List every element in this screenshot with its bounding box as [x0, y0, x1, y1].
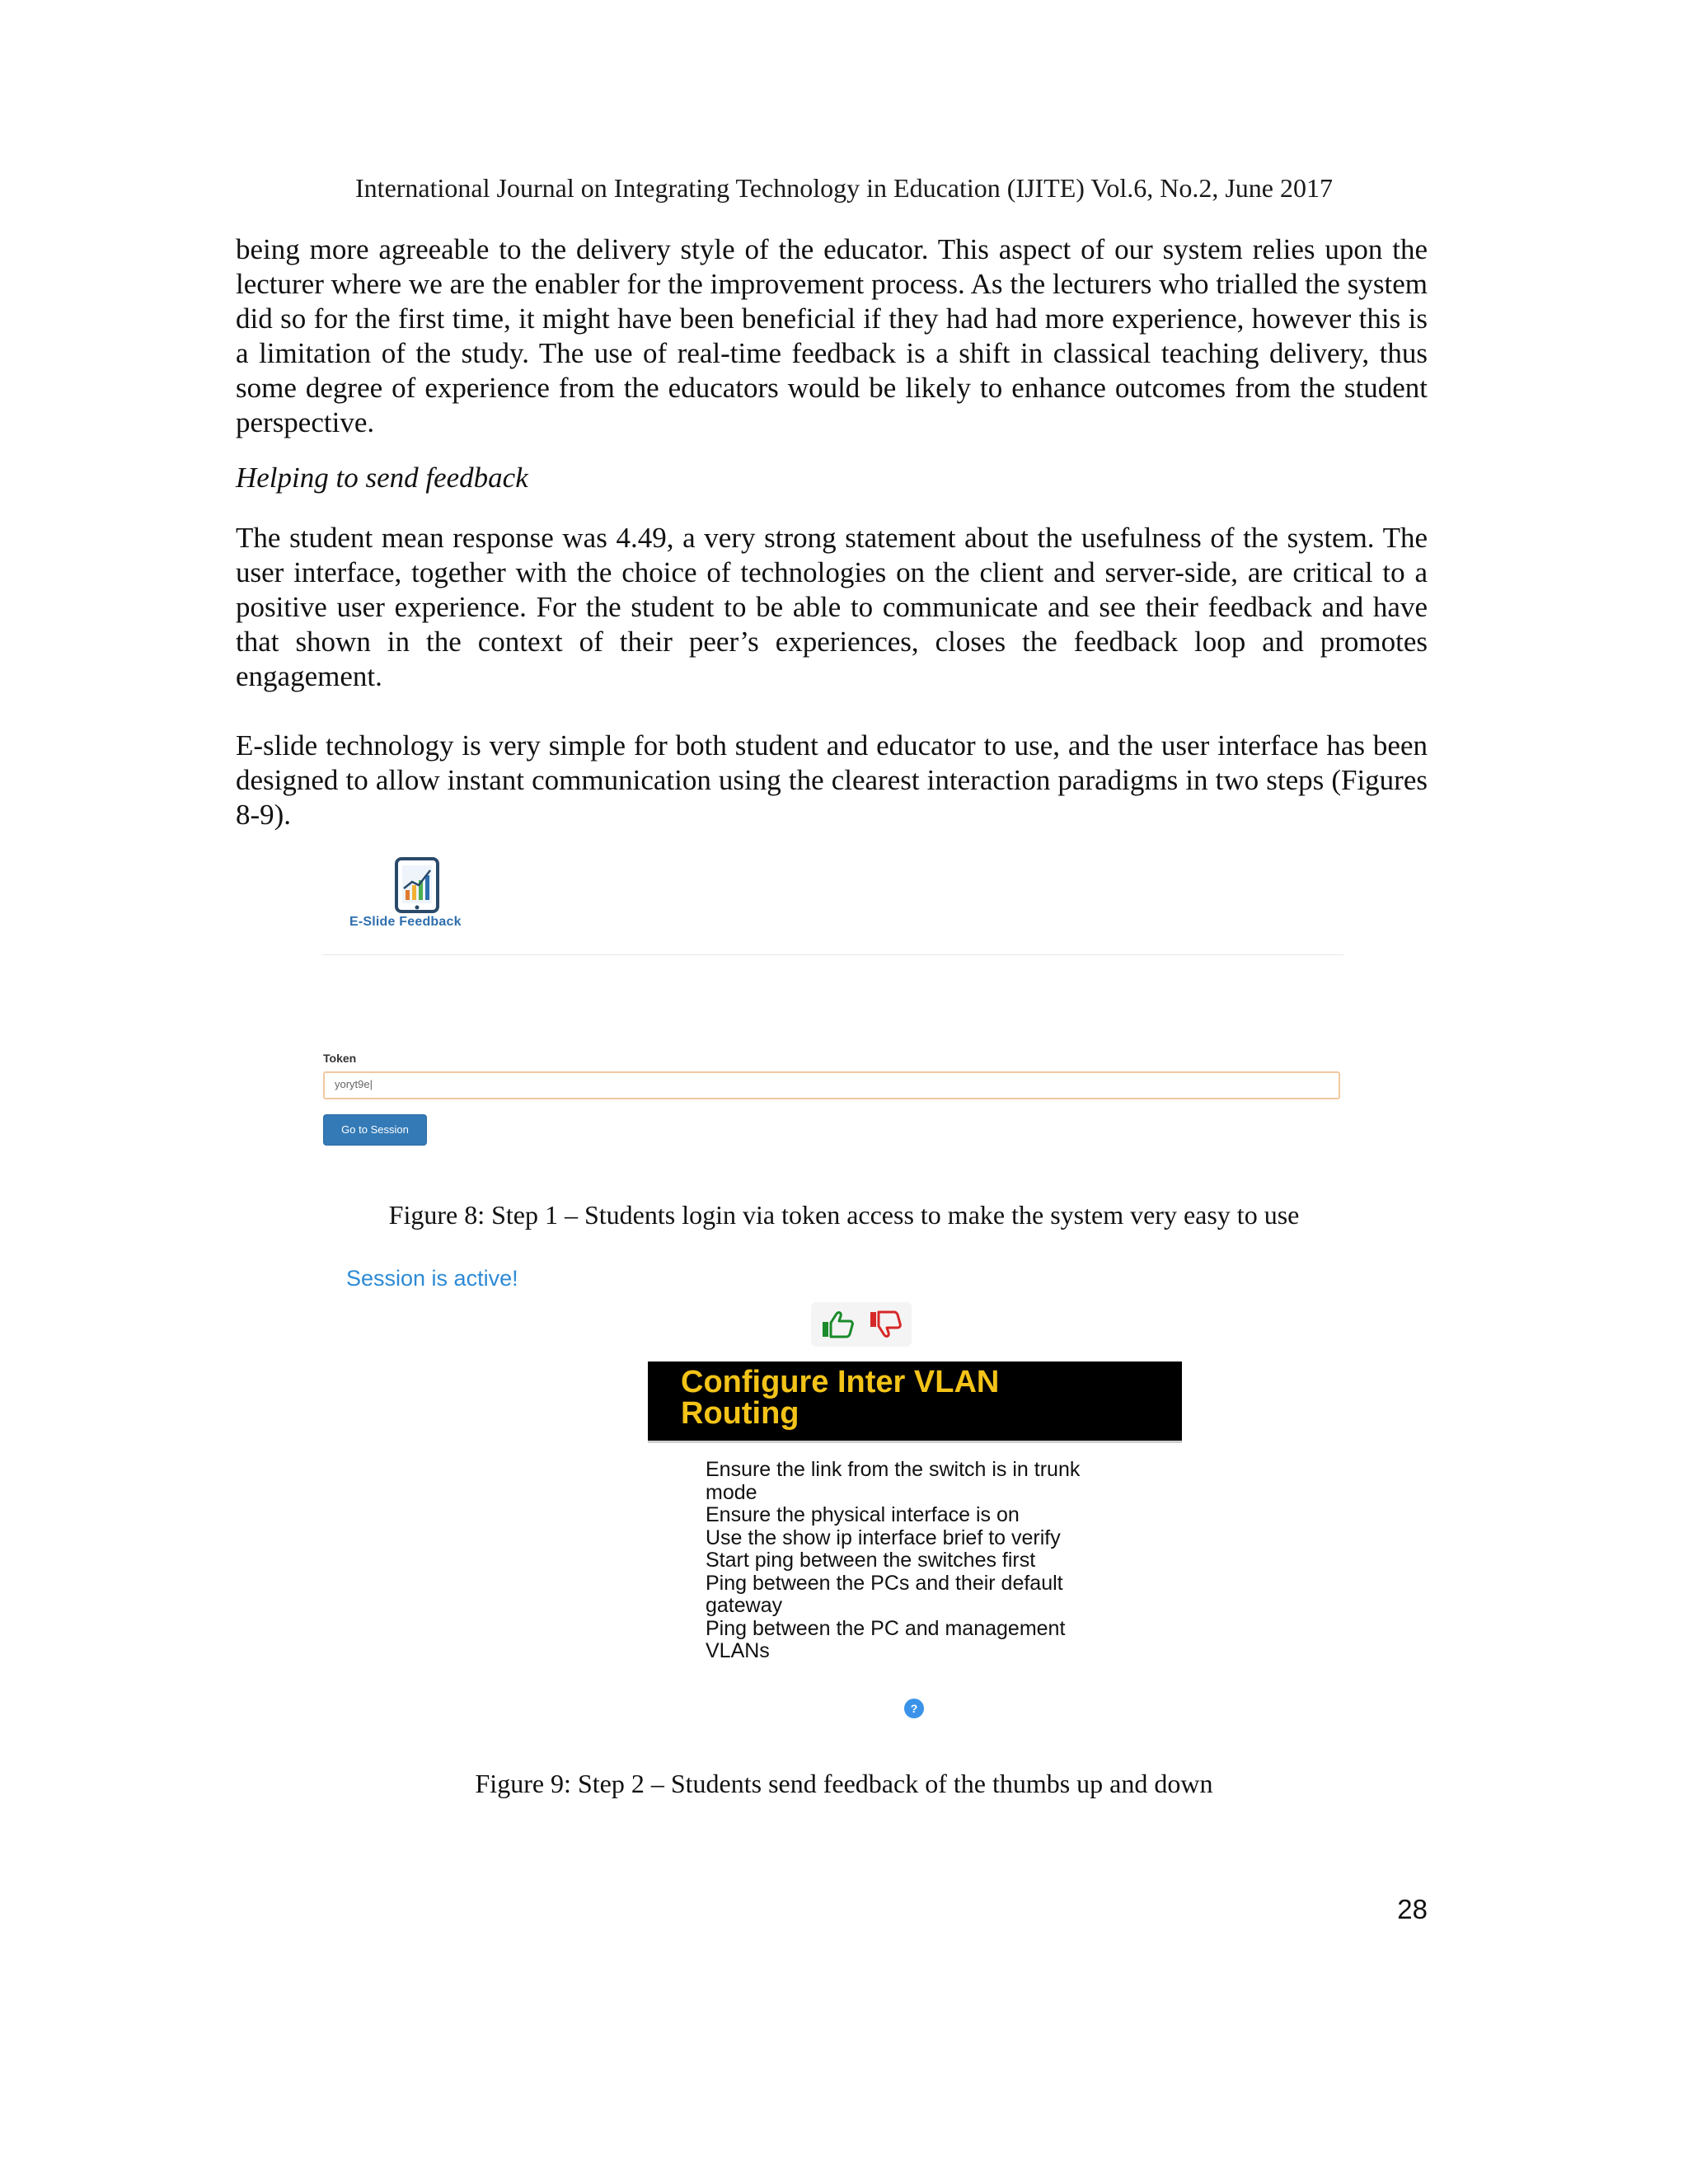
divider: [323, 954, 1343, 955]
slide-line: Ping between the PC and management: [706, 1616, 1066, 1640]
slide-title: [681, 1366, 1175, 1429]
page-number: 28: [1397, 1894, 1428, 1924]
running-header: International Journal on Integrating Technology in Education (IJITE) Vol.6, No.2, June 2017: [355, 173, 1333, 203]
subheading: Helping to send feedback: [236, 462, 528, 494]
feedback-button-group: [811, 1302, 912, 1347]
body-paragraph-2: [236, 521, 1428, 694]
figure-9-caption: Figure 9: Step 2 – Students send feedback of the thumbs up and down: [475, 1769, 1213, 1798]
tablet-chart-icon: [394, 857, 440, 915]
slide-content: [706, 1459, 1151, 1663]
app-logo-text: E-Slide Feedback: [349, 915, 462, 929]
slide-line: Ping between the PCs and their default: [706, 1571, 1063, 1595]
slide-title-bar: [648, 1361, 1182, 1443]
help-icon[interactable]: ?: [904, 1699, 924, 1718]
slide-line: Start ping between the switches first: [706, 1549, 1036, 1572]
body-paragraph-3: [236, 729, 1428, 832]
paragraph-text: The student mean response was 4.49, a very strong statement about the usefulness of the system. The user interface, together with the choice of technologies on the client and server-side, are critical to a positive user experience. For the student to be able to communicate and see their feedback and have that shown in the context of their peer’s experiences, closes the feedback loop and promotes engagement.: [236, 522, 1428, 692]
token-input[interactable]: yoryt9e|: [323, 1071, 1340, 1099]
paragraph-text: E-slide technology is very simple for both student and educator to use, and the user interface has been designed to allow instant communication using the clearest interaction paradigms in two steps (Figures 8-9).: [236, 729, 1428, 831]
slide-line: gateway: [706, 1594, 783, 1617]
slide-line: Ensure the link from the switch is in trunk: [706, 1458, 1081, 1481]
slide-line: Use the show ip interface brief to verify: [706, 1526, 1061, 1549]
slide-line: mode: [706, 1480, 757, 1504]
session-status-text: Session is active!: [346, 1266, 518, 1291]
figure-8-login-screenshot: [318, 849, 1348, 1158]
slide-title-line: Routing: [681, 1396, 799, 1431]
slide-line: Ensure the physical interface is on: [706, 1503, 1020, 1526]
slide-title-line: Configure Inter VLAN: [681, 1365, 1000, 1399]
figure-8-caption: Figure 8: Step 1 – Students login via token access to make the system very easy to use: [388, 1200, 1300, 1230]
go-to-session-button[interactable]: Go to Session: [323, 1114, 427, 1146]
thumbs-up-icon[interactable]: [821, 1310, 854, 1338]
thumbs-down-icon[interactable]: [869, 1310, 902, 1338]
token-label: Token: [323, 1052, 357, 1065]
slide-line: VLANs: [706, 1639, 770, 1662]
body-paragraph-1: [236, 232, 1428, 440]
paragraph-text: being more agreeable to the delivery style of the educator. This aspect of our system relies upon the lecturer where we are the enabler for the improvement process. As the lecturers who trialled the system did so for the first time, it might have been beneficial if they had had more experience, however this is a limitation of the study. The use of real-time feedback is a shift in classical teaching delivery, thus some degree of experience from the educators would be likely to enhance outcomes from the student perspective.: [236, 233, 1428, 438]
